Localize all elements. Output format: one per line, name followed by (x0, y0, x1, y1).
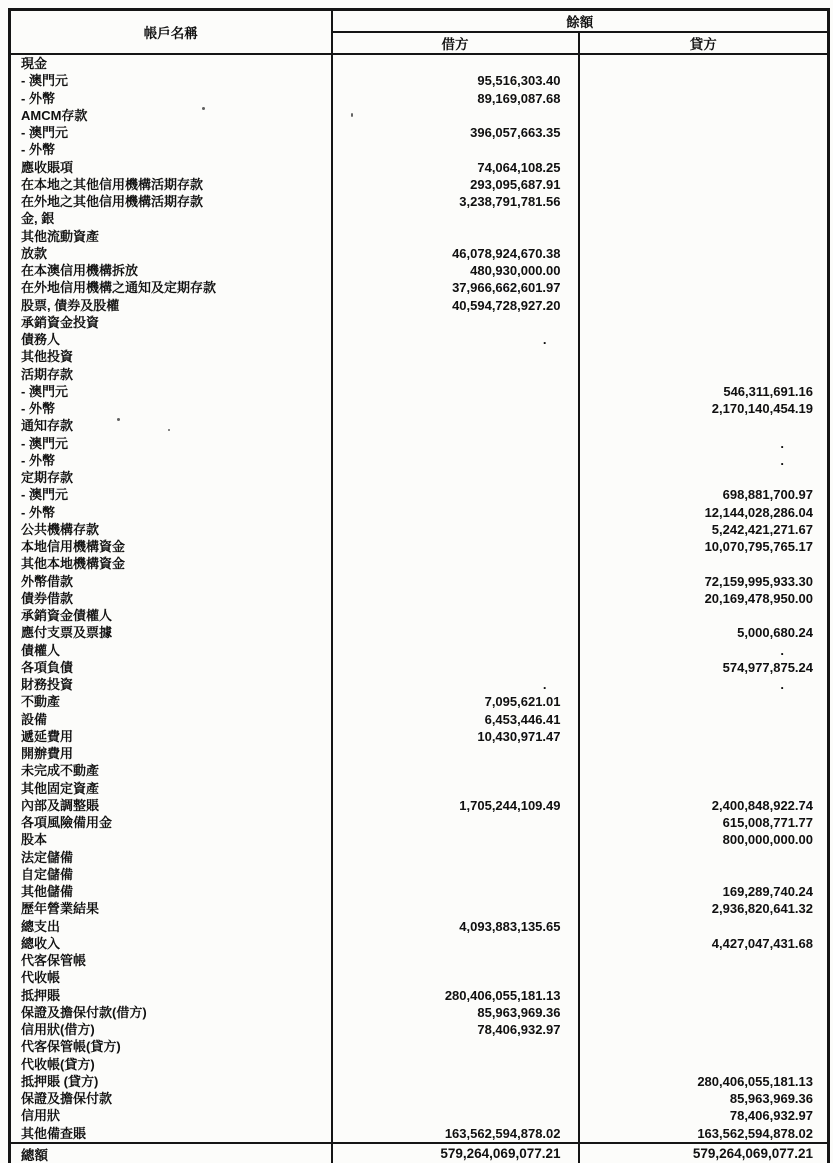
table-row (10, 54, 829, 72)
table-row (10, 435, 829, 452)
credit-cell: 78,406,932.97 (729, 1108, 813, 1124)
account-name-cell: - 外幣 (10, 90, 332, 107)
credit-cell (579, 780, 829, 797)
table-row (10, 159, 829, 176)
debit-cell (332, 607, 579, 624)
account-name-cell: 股本 (10, 831, 332, 848)
account-name-cell: 放款 (10, 245, 332, 262)
account-name-cell: 通知存款 (10, 417, 332, 434)
debit-cell (332, 624, 579, 641)
account-name-cell: 承銷資金投資 (10, 314, 332, 331)
table-row (10, 573, 829, 590)
debit-cell (332, 1107, 579, 1124)
account-name-cell: 代客保管帳 (10, 952, 332, 969)
table-row (10, 762, 829, 779)
debit-cell (332, 780, 579, 797)
credit-cell (579, 54, 829, 72)
debit-cell (332, 228, 579, 245)
debit-cell (332, 452, 579, 469)
table-row (10, 486, 829, 503)
table-body (10, 54, 829, 1143)
account-name-cell: 代收帳 (10, 969, 332, 986)
account-name-cell: 財務投資 (10, 676, 332, 693)
table-row (10, 1038, 829, 1055)
table-row (10, 780, 829, 797)
debit-cell (332, 469, 579, 486)
account-name-cell: - 外幣 (10, 504, 332, 521)
debit-cell (332, 504, 579, 521)
debit-cell: 85,963,969.36 (332, 1004, 579, 1021)
account-name-cell: 各項負債 (10, 659, 332, 676)
total-label: 總額 (10, 1143, 332, 1163)
account-name-cell: 抵押賬 (貸方) (10, 1073, 332, 1090)
table-row (10, 624, 829, 641)
credit-cell: 800,000,000.00 (722, 832, 813, 848)
account-name-cell: 內部及調整賬 (10, 797, 332, 814)
table-row (10, 314, 829, 331)
account-name-cell: 承銷資金債權人 (10, 607, 332, 624)
table-row (10, 141, 829, 158)
account-name-cell: 其他投資 (10, 348, 332, 365)
account-name-cell: 各項風險備用金 (10, 814, 332, 831)
debit-cell (332, 900, 579, 917)
debit-cell: 37,966,662,601.97 (332, 279, 579, 296)
account-name-cell: 遞延費用 (10, 728, 332, 745)
debit-cell: 6,453,446.41 (332, 711, 579, 728)
debit-cell: 396,057,663.35 (332, 124, 579, 141)
credit-cell (579, 176, 829, 193)
debit-cell: 7,095,621.01 (332, 693, 579, 710)
debit-cell: 89,169,087.68 (332, 90, 579, 107)
credit-cell: 2,936,820,641.32 (711, 901, 813, 917)
debit-cell (332, 538, 579, 555)
table-row (10, 952, 829, 969)
table-row (10, 521, 829, 538)
table-row (10, 279, 829, 296)
table-row (10, 676, 829, 693)
credit-cell (579, 210, 829, 227)
credit-cell: 615,008,771.77 (722, 815, 813, 830)
debit-cell (332, 866, 579, 883)
table-row (10, 555, 829, 572)
credit-cell (579, 728, 829, 745)
column-header-credit: 貸方 (579, 32, 829, 54)
debit-cell (332, 573, 579, 590)
credit-cell: . (780, 452, 784, 468)
debit-cell: 4,093,883,135.65 (332, 918, 579, 935)
account-name-cell: - 外幣 (10, 452, 332, 469)
table-row (10, 728, 829, 745)
account-name-cell: - 外幣 (10, 400, 332, 417)
debit-cell (332, 642, 579, 659)
credit-cell (579, 72, 829, 89)
table-header (10, 10, 829, 55)
account-name-cell: 代收帳(貸方) (10, 1056, 332, 1073)
table-row (10, 711, 829, 728)
credit-cell: 5,242,421,271.67 (711, 521, 813, 537)
debit-cell (332, 814, 579, 831)
column-header-debit: 借方 (332, 32, 579, 54)
debit-cell (332, 521, 579, 538)
debit-cell: 78,406,932.97 (332, 1021, 579, 1038)
account-name-cell: 其他儲備 (10, 883, 332, 900)
account-name-cell: 在外地信用機構之通知及定期存款 (10, 279, 332, 296)
debit-cell (332, 935, 579, 952)
table-row (10, 935, 829, 952)
account-name-cell: - 澳門元 (10, 486, 332, 503)
credit-cell: . (780, 642, 784, 658)
table-row (10, 987, 829, 1004)
scan-speck (168, 429, 170, 431)
account-name-cell: 總支出 (10, 918, 332, 935)
table-row (10, 1056, 829, 1073)
table-row (10, 849, 829, 866)
total-row (10, 1143, 829, 1163)
credit-cell (579, 90, 829, 107)
credit-cell (579, 1038, 829, 1055)
table-row (10, 642, 829, 659)
debit-cell (332, 1038, 579, 1055)
account-name-cell: - 澳門元 (10, 383, 332, 400)
account-name-cell: 債權人 (10, 642, 332, 659)
debit-cell (332, 555, 579, 572)
table-row (10, 797, 829, 814)
credit-cell (579, 1004, 829, 1021)
debit-cell (332, 210, 579, 227)
table-row (10, 693, 829, 710)
scan-speck (202, 107, 205, 110)
account-name-cell: 在本澳信用機構拆放 (10, 262, 332, 279)
table-row (10, 452, 829, 469)
table-row (10, 1021, 829, 1038)
table-row (10, 1107, 829, 1124)
credit-cell: 10,070,795,765.17 (704, 539, 813, 554)
debit-cell (332, 762, 579, 779)
credit-cell (579, 262, 829, 279)
debit-cell: 1,705,244,109.49 (332, 797, 579, 814)
debit-cell (332, 366, 579, 383)
debit-cell (332, 745, 579, 762)
account-name-cell: - 外幣 (10, 141, 332, 158)
account-name-cell: 應收賬項 (10, 159, 332, 176)
table-row (10, 1073, 829, 1090)
table-row (10, 866, 829, 883)
account-name-cell: 金, 銀 (10, 210, 332, 227)
credit-cell (579, 969, 829, 986)
account-name-cell: - 澳門元 (10, 72, 332, 89)
credit-cell: 12,144,028,286.04 (704, 504, 813, 520)
account-name-cell: 本地信用機構資金 (10, 538, 332, 555)
credit-cell: 20,169,478,950.00 (704, 590, 813, 606)
credit-cell (579, 348, 829, 365)
account-name-cell: 現金 (10, 54, 332, 72)
credit-cell (579, 607, 829, 624)
account-name-cell: 外幣借款 (10, 573, 332, 590)
account-name-cell: 債券借款 (10, 590, 332, 607)
debit-cell: 46,078,924,670.38 (332, 245, 579, 262)
account-name-cell: 活期存款 (10, 366, 332, 383)
debit-cell: 74,064,108.25 (332, 159, 579, 176)
debit-cell: 480,930,000.00 (332, 262, 579, 279)
credit-cell (579, 366, 829, 383)
credit-cell (579, 107, 829, 124)
account-name-cell: 信用狀(借方) (10, 1021, 332, 1038)
account-name-cell: 法定儲備 (10, 849, 332, 866)
credit-cell (579, 918, 829, 935)
table-row (10, 607, 829, 624)
debit-cell (332, 952, 579, 969)
account-name-cell: 代客保管帳(貸方) (10, 1038, 332, 1055)
table-footer (10, 1143, 829, 1163)
credit-cell: 163,562,594,878.02 (697, 1125, 813, 1141)
debit-cell: 280,406,055,181.13 (332, 987, 579, 1004)
credit-cell (579, 124, 829, 141)
account-name-cell: 其他固定資產 (10, 780, 332, 797)
account-name-cell: 開辦費用 (10, 745, 332, 762)
credit-cell (579, 866, 829, 883)
account-name-cell: 總收入 (10, 935, 332, 952)
account-name-cell: 債務人 (10, 331, 332, 348)
credit-cell (579, 693, 829, 710)
table-row (10, 210, 829, 227)
debit-cell: 10,430,971.47 (332, 728, 579, 745)
account-name-cell: 公共機構存款 (10, 521, 332, 538)
debit-cell (332, 590, 579, 607)
table-row (10, 193, 829, 210)
table-row (10, 348, 829, 365)
table-row (10, 228, 829, 245)
credit-cell (579, 469, 829, 486)
credit-cell (579, 228, 829, 245)
account-name-cell: 保證及擔保付款 (10, 1090, 332, 1107)
debit-cell (332, 107, 579, 124)
credit-cell: 280,406,055,181.13 (697, 1073, 813, 1089)
account-name-cell: 信用狀 (10, 1107, 332, 1124)
account-name-cell: 其他流動資產 (10, 228, 332, 245)
scan-speck (351, 113, 353, 117)
debit-cell (332, 54, 579, 72)
account-name-cell: 設備 (10, 711, 332, 728)
debit-cell (332, 849, 579, 866)
debit-cell: 3,238,791,781.56 (332, 193, 579, 210)
debit-cell (332, 141, 579, 158)
credit-cell (579, 711, 829, 728)
scan-speck (117, 418, 120, 421)
table-row (10, 124, 829, 141)
credit-cell (579, 159, 829, 176)
debit-cell (332, 969, 579, 986)
debit-cell (332, 883, 579, 900)
credit-cell (579, 555, 829, 572)
credit-cell: 546,311,691.16 (723, 383, 813, 399)
debit-cell (332, 417, 579, 434)
credit-cell (579, 849, 829, 866)
credit-cell: 169,289,740.24 (722, 884, 813, 899)
credit-cell (579, 987, 829, 1004)
credit-cell (579, 417, 829, 434)
credit-cell (579, 193, 829, 210)
debit-cell (332, 435, 579, 452)
credit-cell: 2,170,140,454.19 (711, 401, 813, 416)
account-name-cell: 其他本地機構資金 (10, 555, 332, 572)
credit-cell (579, 331, 829, 348)
table-row (10, 245, 829, 262)
credit-cell (579, 952, 829, 969)
table-row (10, 262, 829, 279)
credit-cell (579, 1056, 829, 1073)
account-name-cell: 在本地之其他信用機構活期存款 (10, 176, 332, 193)
debit-cell: 40,594,728,927.20 (332, 297, 579, 314)
column-header-account-name: 帳戶名稱 (10, 10, 332, 55)
account-name-cell: 在外地之其他信用機構活期存款 (10, 193, 332, 210)
credit-cell: 4,427,047,431.68 (711, 935, 813, 951)
debit-cell (332, 314, 579, 331)
credit-cell (579, 297, 829, 314)
credit-cell (579, 279, 829, 296)
table-row (10, 900, 829, 917)
table-row (10, 814, 829, 831)
debit-cell (332, 1056, 579, 1073)
debit-cell (332, 1073, 579, 1090)
debit-cell: . (332, 676, 579, 693)
credit-cell (579, 762, 829, 779)
account-name-cell: 不動產 (10, 693, 332, 710)
credit-cell: . (780, 435, 784, 451)
account-name-cell: 歷年營業結果 (10, 900, 332, 917)
debit-cell: 163,562,594,878.02 (332, 1125, 579, 1143)
table-row (10, 331, 829, 348)
debit-cell (332, 659, 579, 676)
table-row (10, 969, 829, 986)
account-name-cell: 定期存款 (10, 469, 332, 486)
credit-cell: 85,963,969.36 (729, 1091, 813, 1106)
table-row (10, 366, 829, 383)
debit-cell (332, 486, 579, 503)
table-row (10, 297, 829, 314)
table-row (10, 90, 829, 107)
table-row (10, 1090, 829, 1107)
table-row (10, 831, 829, 848)
table-row (10, 590, 829, 607)
table-row (10, 883, 829, 900)
account-name-cell: - 澳門元 (10, 124, 332, 141)
table-row (10, 504, 829, 521)
credit-cell: . (780, 677, 784, 692)
account-name-cell: AMCM存款 (10, 107, 332, 124)
debit-cell (332, 400, 579, 417)
table-row (10, 417, 829, 434)
table-row (10, 107, 829, 124)
table-row (10, 469, 829, 486)
table-row (10, 1004, 829, 1021)
account-name-cell: 保證及擔保付款(借方) (10, 1004, 332, 1021)
table-row (10, 176, 829, 193)
table-row (10, 383, 829, 400)
account-name-cell: 自定儲備 (10, 866, 332, 883)
table-row (10, 72, 829, 89)
debit-cell: . (332, 331, 579, 348)
column-header-balance: 餘額 (332, 10, 829, 33)
credit-cell (579, 1021, 829, 1038)
account-name-cell: - 澳門元 (10, 435, 332, 452)
credit-cell (579, 245, 829, 262)
table-row (10, 1125, 829, 1143)
balance-table (8, 8, 830, 1163)
credit-cell: 698,881,700.97 (722, 487, 813, 503)
debit-cell (332, 831, 579, 848)
table-row (10, 745, 829, 762)
debit-cell: 95,516,303.40 (332, 72, 579, 89)
table-row (10, 659, 829, 676)
account-name-cell: 未完成不動產 (10, 762, 332, 779)
credit-cell: 574,977,875.24 (722, 659, 813, 675)
account-name-cell: 其他備查賬 (10, 1125, 332, 1143)
total-debit-cell: 579,264,069,077.21 (332, 1143, 579, 1163)
account-name-cell: 股票, 債券及股權 (10, 297, 332, 314)
debit-cell (332, 348, 579, 365)
credit-cell (579, 141, 829, 158)
credit-cell: 72,159,995,933.30 (704, 573, 813, 589)
debit-cell (332, 1090, 579, 1107)
credit-cell: 2,400,848,922.74 (711, 797, 813, 813)
debit-cell (332, 383, 579, 400)
credit-cell: 5,000,680.24 (737, 625, 813, 641)
account-name-cell: 應付支票及票據 (10, 624, 332, 641)
table-row (10, 538, 829, 555)
table-row (10, 400, 829, 417)
debit-cell: 293,095,687.91 (332, 176, 579, 193)
credit-cell (579, 314, 829, 331)
account-name-cell: 抵押賬 (10, 987, 332, 1004)
table-row (10, 918, 829, 935)
credit-cell (579, 745, 829, 762)
total-credit-cell: 579,264,069,077.21 (579, 1143, 829, 1163)
